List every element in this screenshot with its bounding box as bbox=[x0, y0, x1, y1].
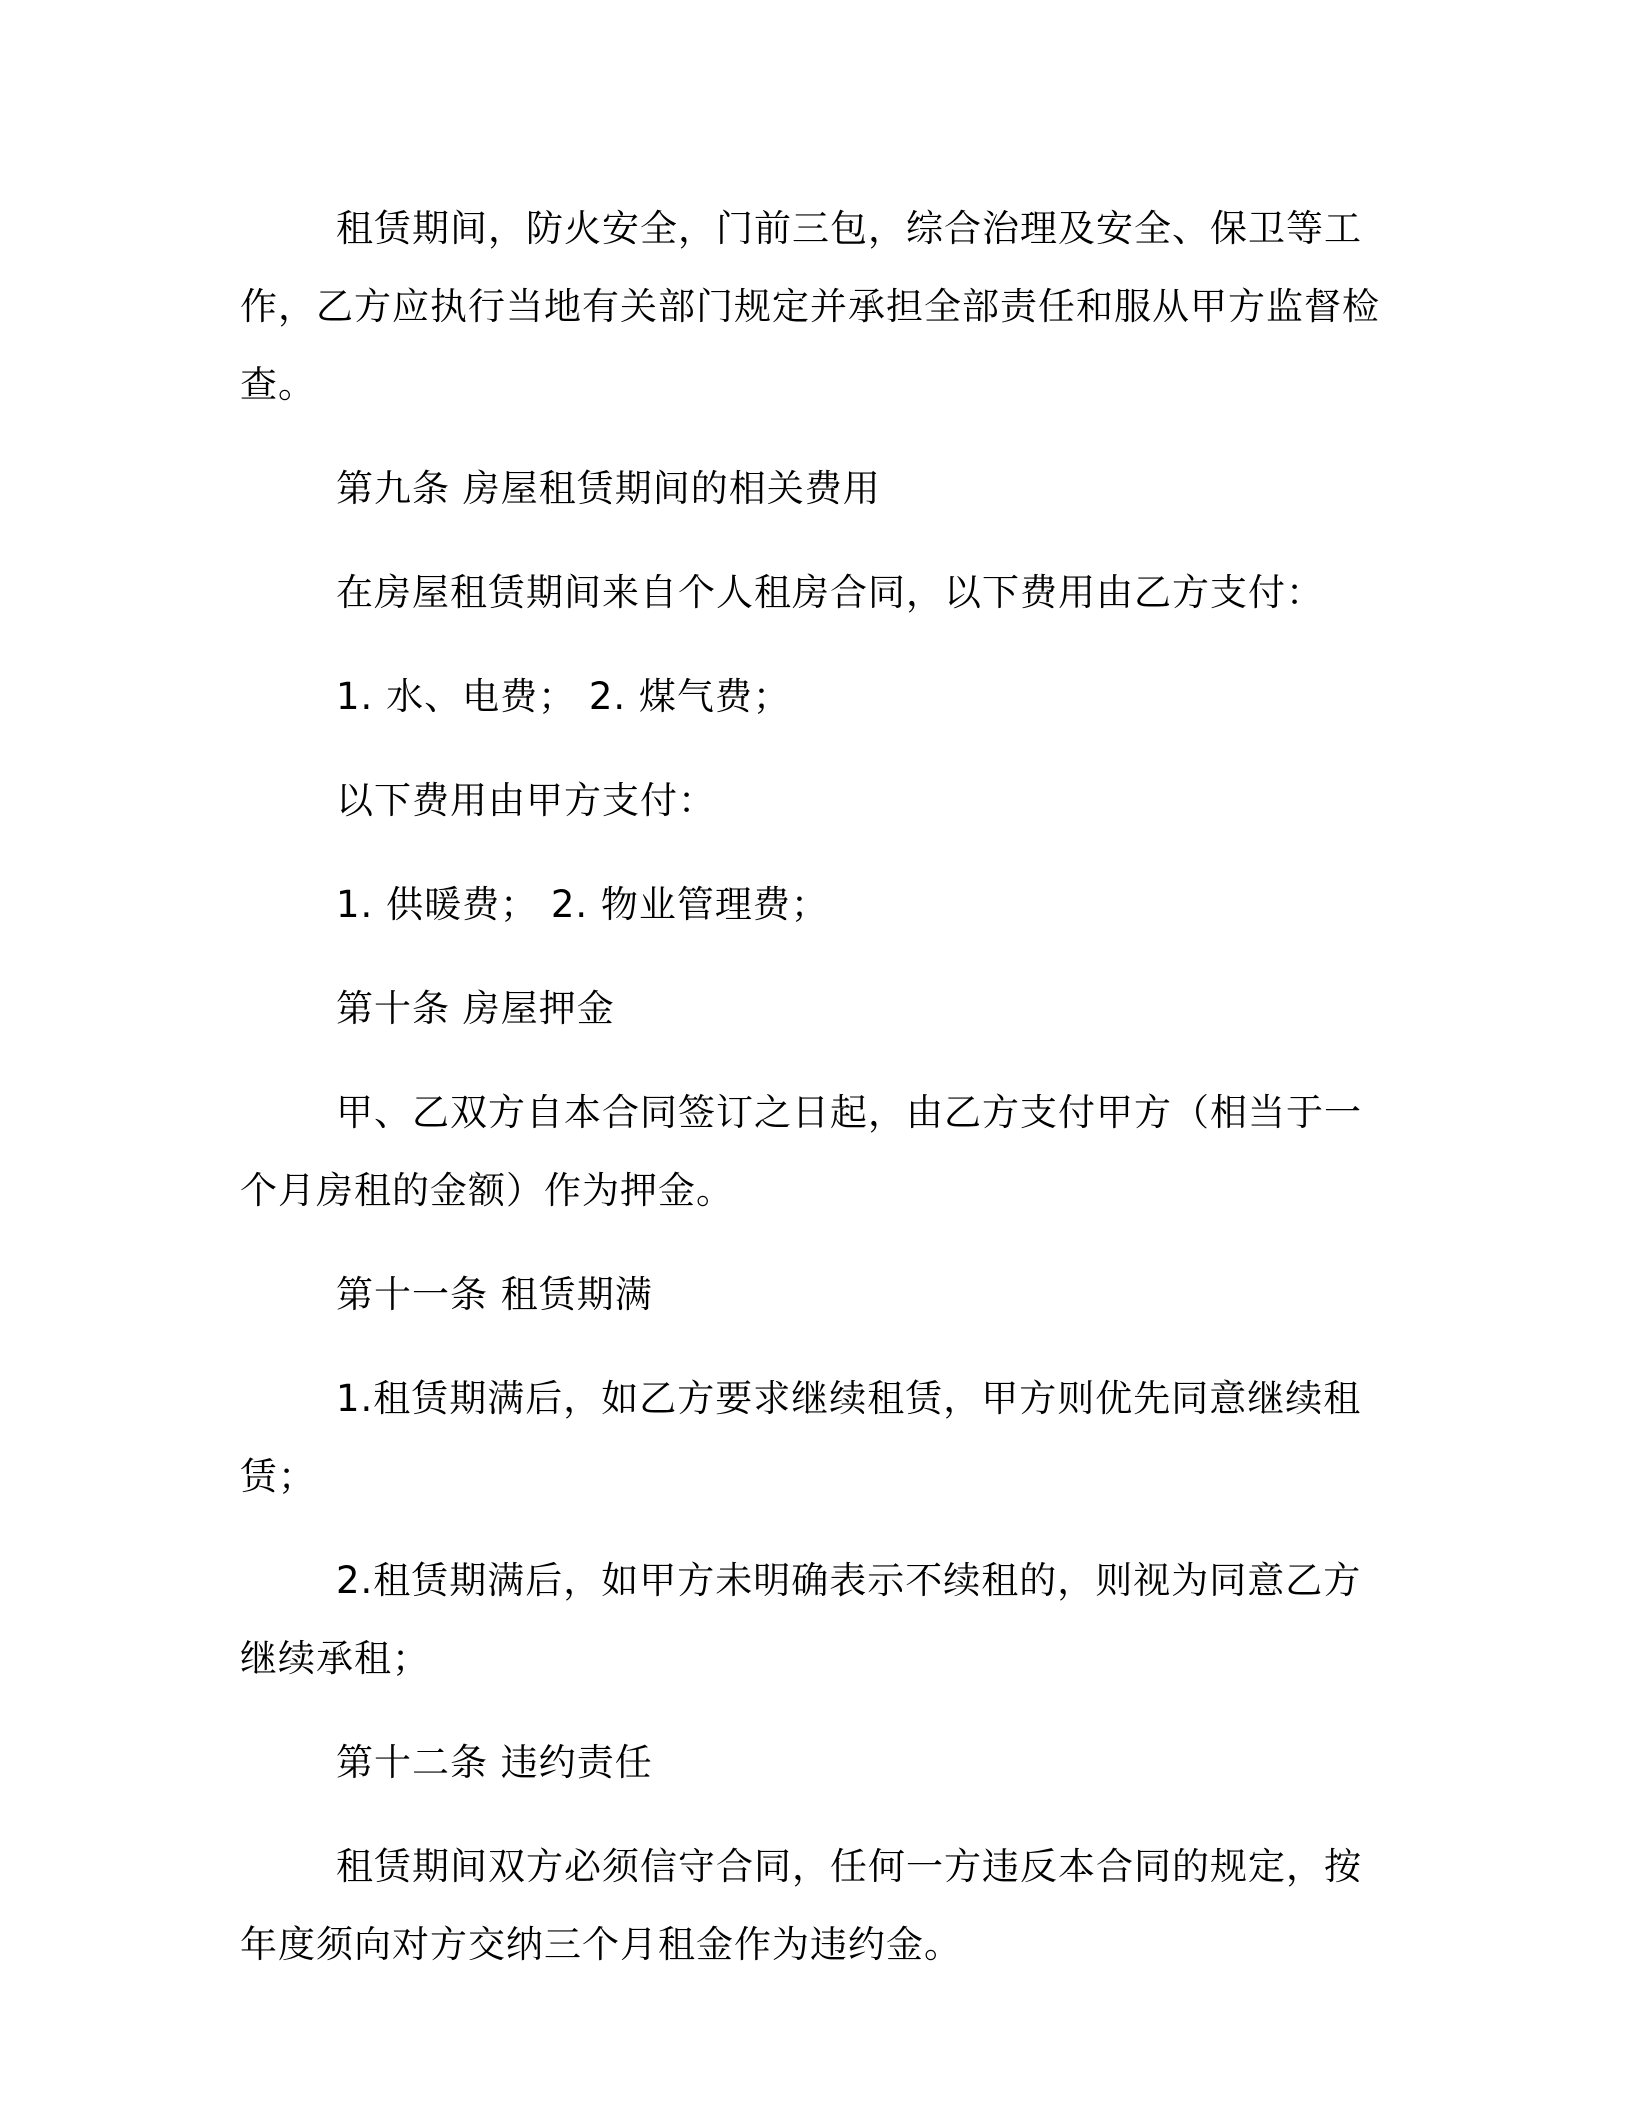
paragraph-breach: 租赁期间双方必须信守合同，任何一方违反本合同的规定，按年度须向对方交纳三个月租金作为违约金。 bbox=[240, 1845, 1362, 1966]
article-11-heading: 第十一条 租赁期满 bbox=[336, 1273, 653, 1316]
paragraph-tenant-fees-intro: 在房屋租赁期间来自个人租房合同，以下费用由乙方支付： bbox=[336, 571, 1324, 614]
paragraph-landlord-fees-intro: 以下费用由甲方支付： bbox=[336, 779, 716, 822]
article-10-heading: 第十条 房屋押金 bbox=[336, 987, 615, 1030]
article-9-heading: 第九条 房屋租赁期间的相关费用 bbox=[336, 467, 881, 510]
paragraph-deposit: 甲、乙双方自本合同签订之日起，由乙方支付甲方（相当于一个月房租的金额）作为押金。 bbox=[240, 1091, 1362, 1212]
article-12-heading: 第十二条 违约责任 bbox=[336, 1741, 653, 1784]
paragraph-renewal-2: 2.租赁期满后，如甲方未明确表示不续租的，则视为同意乙方继续承租； bbox=[240, 1559, 1362, 1680]
document-body bbox=[240, 190, 1385, 2010]
paragraph-landlord-fees-list: 1. 供暖费； 2. 物业管理费； bbox=[336, 883, 829, 926]
paragraph-fire-safety: 租赁期间，防火安全，门前三包，综合治理及安全、保卫等工作，乙方应执行当地有关部门规定并承担全部责任和服从甲方监督检查。 bbox=[240, 207, 1380, 406]
paragraph-tenant-fees-list: 1. 水、电费； 2. 煤气费； bbox=[336, 675, 791, 718]
paragraph-renewal-1: 1.租赁期满后，如乙方要求继续租赁，甲方则优先同意继续租赁； bbox=[240, 1377, 1362, 1498]
